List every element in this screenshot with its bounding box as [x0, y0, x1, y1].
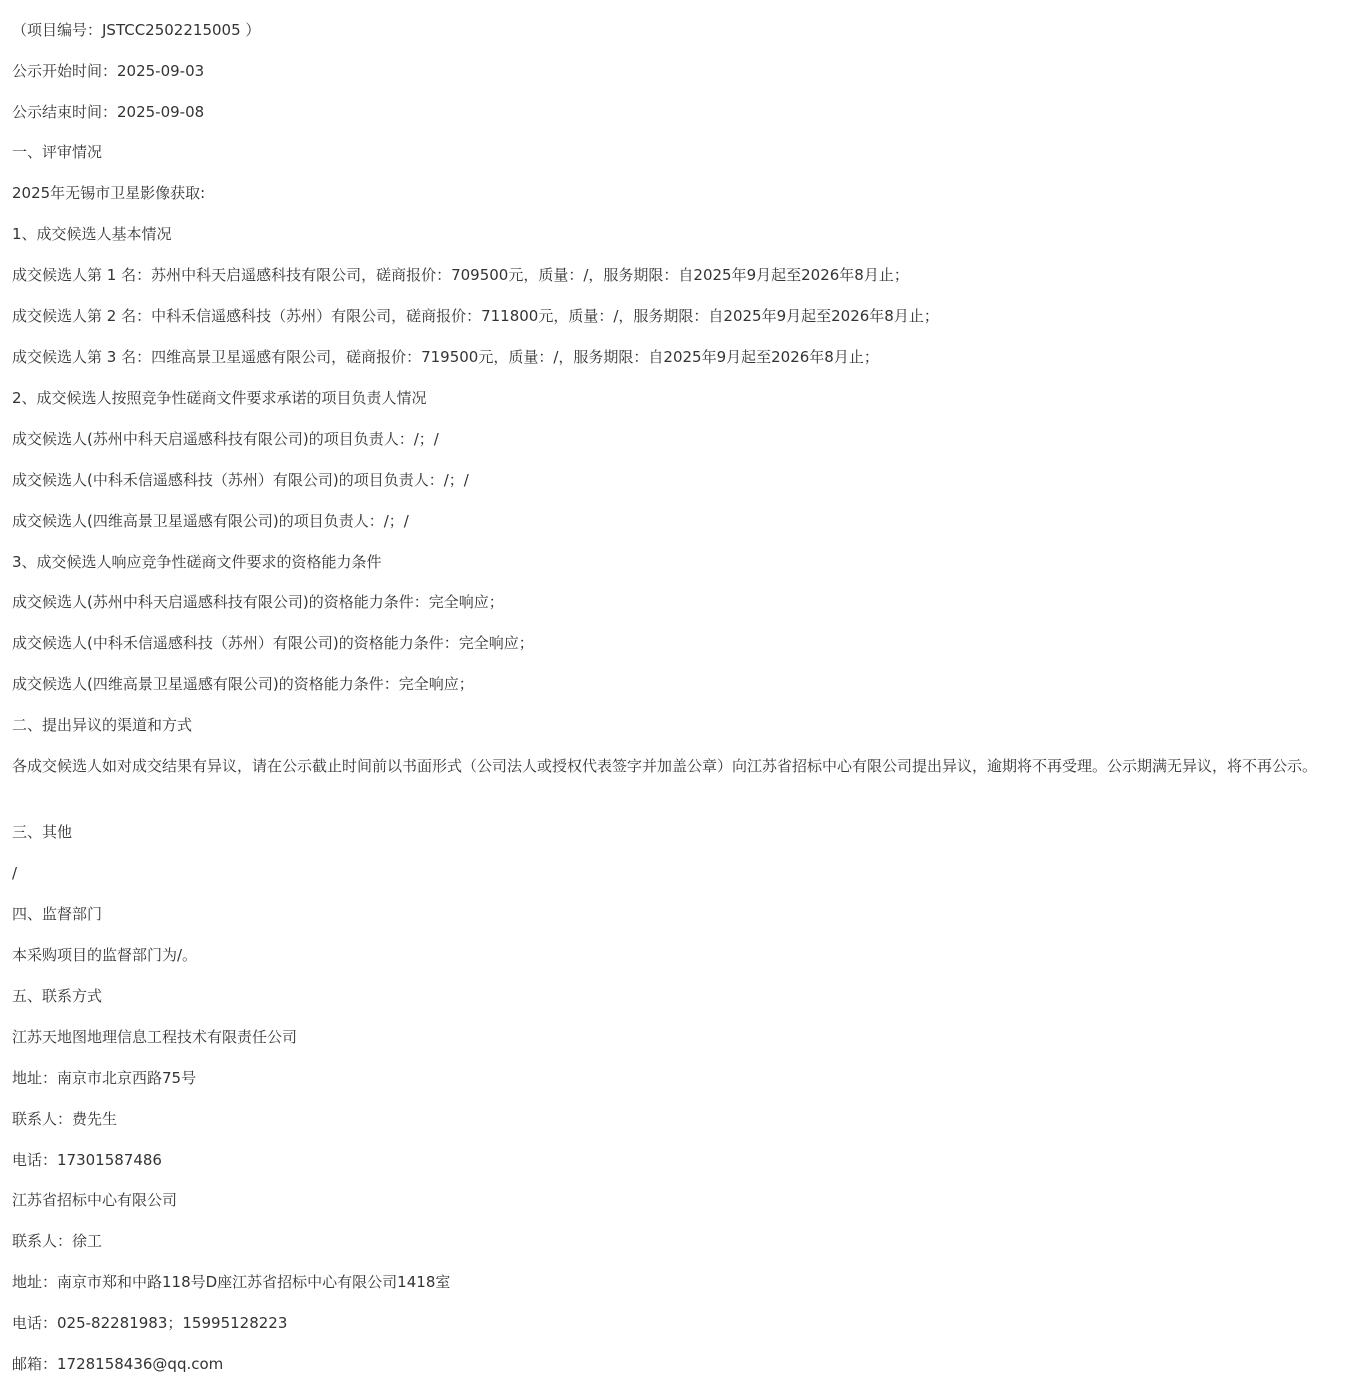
candidate-rank-3: 成交候选人第 3 名：四维高景卫星遥感有限公司，磋商报价：719500元，质量：/，服务期限：自2025年9月起至2026年8月止；: [12, 348, 879, 366]
qualification-heading: 3、成交候选人响应竞争性磋商文件要求的资格能力条件: [12, 553, 382, 571]
supervision-heading: 四、监督部门: [12, 905, 103, 923]
contact-org2-email: 邮箱：1728158436@qq.com: [12, 1355, 224, 1373]
contact-org1-phone: 电话：17301587486: [12, 1151, 162, 1169]
project-leader-heading: 2、成交候选人按照竞争性磋商文件要求承诺的项目负责人情况: [12, 389, 427, 407]
contact-org1-person: 联系人：费先生: [12, 1110, 118, 1128]
contact-org1-address: 地址：南京市北京西路75号: [12, 1069, 197, 1087]
objection-text: 各成交候选人如对成交结果有异议，请在公示截止时间前以书面形式（公司法人或授权代表签字并加盖公章）向江苏省招标中心有限公司提出异议，逾期将不再受理。公示期满无异议，将不再公示。: [12, 757, 1318, 775]
candidate-rank-1: 成交候选人第 1 名：苏州中科天启遥感科技有限公司，磋商报价：709500元，质量：/，服务期限：自2025年9月起至2026年8月止；: [12, 266, 909, 284]
project-leader-1: 成交候选人(苏州中科天启遥感科技有限公司)的项目负责人：/；/: [12, 430, 439, 448]
objection-heading: 二、提出异议的渠道和方式: [12, 716, 193, 734]
candidate-rank-2: 成交候选人第 2 名：中科禾信遥感科技（苏州）有限公司，磋商报价：711800元，质量：/，服务期限：自2025年9月起至2026年8月止；: [12, 307, 939, 325]
qualification-1: 成交候选人(苏州中科天启遥感科技有限公司)的资格能力条件：完全响应；: [12, 593, 504, 611]
contact-org2-phone: 电话：025-82281983；15995128223: [12, 1314, 288, 1332]
contact-org2-person: 联系人：徐工: [12, 1232, 103, 1250]
qualification-3: 成交候选人(四维高景卫星遥感有限公司)的资格能力条件：完全响应；: [12, 675, 474, 693]
publicity-start-time: 公示开始时间：2025-09-03: [12, 62, 205, 80]
qualification-2: 成交候选人(中科禾信遥感科技（苏州）有限公司)的资格能力条件：完全响应；: [12, 634, 534, 652]
contact-heading: 五、联系方式: [12, 987, 103, 1005]
contact-org1-name: 江苏天地图地理信息工程技术有限责任公司: [12, 1028, 298, 1046]
review-heading: 一、评审情况: [12, 143, 103, 161]
candidates-basic-heading: 1、成交候选人基本情况: [12, 225, 172, 243]
project-leader-2: 成交候选人(中科禾信遥感科技（苏州）有限公司)的项目负责人：/；/: [12, 471, 469, 489]
contact-org2-name: 江苏省招标中心有限公司: [12, 1191, 178, 1209]
project-number: （项目编号：JSTCC2502215005 ）: [12, 21, 261, 39]
other-heading: 三、其他: [12, 823, 73, 841]
supervision-text: 本采购项目的监督部门为/。: [12, 946, 198, 964]
other-text: /: [12, 864, 18, 882]
contact-org2-address: 地址：南京市郑和中路118号D座江苏省招标中心有限公司1418室: [12, 1273, 451, 1291]
publicity-end-time: 公示结束时间：2025-09-08: [12, 103, 205, 121]
project-name: 2025年无锡市卫星影像获取:: [12, 184, 206, 202]
project-leader-3: 成交候选人(四维高景卫星遥感有限公司)的项目负责人：/；/: [12, 512, 409, 530]
